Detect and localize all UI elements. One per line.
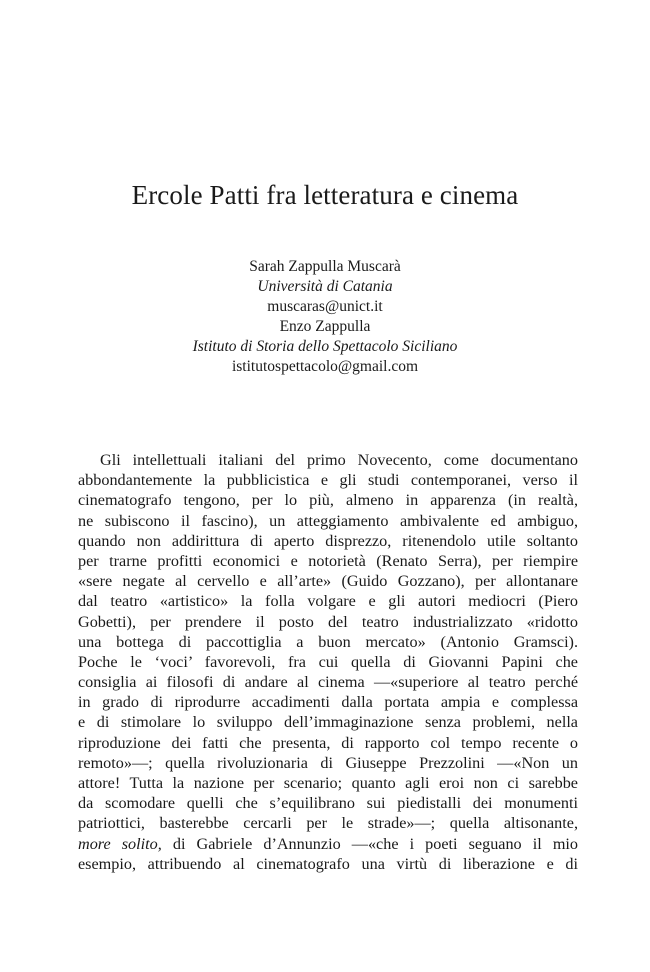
paper-title: Ercole Patti fra letteratura e cinema [131, 180, 519, 210]
author-affiliation: Università di Catania [257, 278, 393, 295]
author-name: Enzo Zappulla [279, 318, 371, 335]
text-line: una bottega di paccottiglia a buon mercato» (Antonio Gramsci). [78, 632, 578, 651]
text-line: quando non addirittura di aperto disprezzo, ritenendolo utile soltanto [78, 531, 578, 550]
text-line: in grado di riprodurre accadimenti dalla portata ampia e complessa [78, 693, 578, 712]
text-line: attore! Tutta la nazione per scenario; quanto agli eroi non ci sarebbe [78, 774, 578, 792]
author-block [0, 257, 650, 377]
text-line: cinematografo tengono, per lo più, almeno in apparenza (in realtà, [78, 491, 578, 510]
text-line: dal teatro «artistico» la folla volgare e gli autori mediocri (Piero [78, 592, 578, 611]
text-line: riproduzione dei fatti che presenta, di rapporto col tempo recente o [78, 733, 578, 752]
author-email: istitutospettacolo@gmail.com [231, 358, 419, 375]
text-line: abbondantemente la pubblicistica e gli studi contemporanei, verso il [78, 471, 578, 490]
text-line: «sere negate al cervello e all’arte» (Guido Gozzano), per allontanare [78, 572, 578, 591]
text-line-with-italic [78, 834, 578, 854]
text-line-rest: di Gabriele d’Annunzio —«che i poeti seguano il mio [172, 834, 578, 853]
text-line: consiglia ai filosofi di andare al cinema —«superiore al teatro perché [78, 673, 578, 692]
body-paragraph [78, 450, 578, 874]
text-line: Gobetti), per prendere il posto del teatro industrializzato «ridotto [78, 612, 578, 631]
text-line: per trarne profitti economici e notorietà (Renato Serra), per riempire [78, 551, 578, 570]
text-line: Gli intellettuali italiani del primo Novecento, come documentano [100, 451, 578, 469]
text-line: esempio, attribuendo al cinematografo una virtù di liberazione e di [78, 854, 578, 873]
text-line: e di stimolare lo sviluppo dell’immaginazione senza problemi, nella [78, 713, 578, 732]
text-line: remoto»—; quella rivoluzionaria di Giuseppe Prezzolini —«Non un [78, 753, 578, 772]
author-affiliation: Istituto di Storia dello Spettacolo Siciliano [192, 338, 458, 355]
text-line: Poche le ‘voci’ favorevoli, fra cui quella di Giovanni Papini che [78, 652, 578, 671]
text-line: da scomodare quelli che s’equilibrano sui piedistalli dei monumenti [78, 794, 578, 813]
italic-phrase: more solito, [78, 834, 162, 853]
text-line: ne subiscono il fascino), un atteggiamento ambivalente ed ambiguo, [78, 511, 578, 530]
text-line: patriottici, basterebbe cercarli per le strade»—; quella altisonante, [78, 814, 578, 833]
author-email: muscaras@unict.it [267, 298, 383, 315]
author-name: Sarah Zappulla Muscarà [249, 258, 401, 275]
